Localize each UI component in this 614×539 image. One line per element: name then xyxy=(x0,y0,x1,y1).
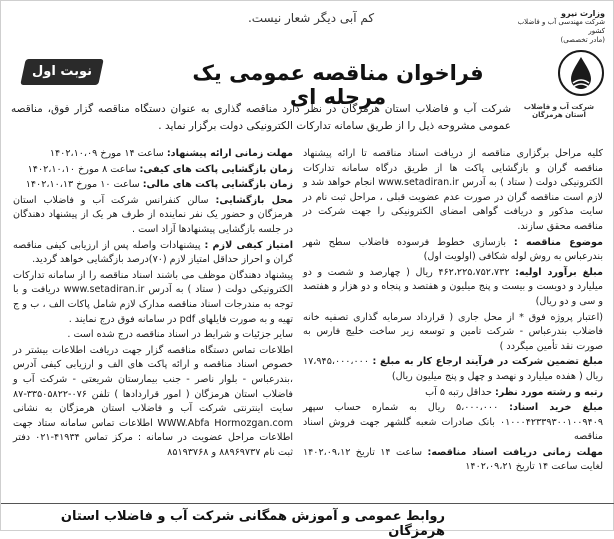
list-item: زمان بازگشایی پاکت های مالی: ساعت ۱۰ مورخ ۱۴۰۲،۱۰،۱۳ xyxy=(25,179,293,191)
list-item: (اعتبار پروژه فوق * از محل جاری ( قرارداد سرمایه گذاری تصفیه خانه فاضلاب بندرعباس - شرکت تامین و توسعه زیر ساخت خلیج فارس به صورت نقد تأمین میگردد ) xyxy=(303,311,603,352)
intro-paragraph: شرکت آب و فاضلاب استان هرمزگان در نظر دارد مناقصه گذاری به عنوان دستگاه مناقصه گزار فوق، مناقصه عمومی مشروحه ذیل را از طریق سامانه تدارکات الکترونیکی دولت برگزار نماید . xyxy=(11,103,511,132)
list-item: اطلاعات تماس دستگاه مناقصه گزار جهت دریافت اطلاعات بیشتر در خصوص اسناد مناقصه و ارائه پاکت های الف و ارزیابی کیفی آدرس ،بندرعباس - بلوار ناصر - جنب بیمارستان شریعتی - شرکت آب و فاضلاب استان هرمزگان ( امور قراردادها ) تلفن ۰۷۶-۳۳۵۰۵۸۲۲-۸۷ سایت اینترنتی شرکت آب و فاضلاب استان هرمزگان به نشانی WWW.Abfa Hormozgan.com اطلاعات تماس سامانه ستاد جهت اطلاعات مراحل عضویت در سامانه : مرکز تماس ۴۱۹۳۴-۰۲۱ دفتر ثبت نام ۸۸۹۶۹۷۳۷ و ۸۵۱۹۳۷۶۸ xyxy=(13,344,293,458)
list-item: کلیه مراحل برگزاری مناقصه از دریافت اسناد مناقصه تا ارائه پیشنهاد مناقصه گران و بازگشایی پاکت ها از طریق درگاه سامانه تدارکات الکترونیکی دولت ( ستاد ) به آدرس www.setadiran.ir انجام خواهد شد و لازم است مناقصه گران در صورت عدم عضویت قبلی ، مراحل ثبت نام در سایت مذکور و دریافت گواهی امضای الکترونیکی را جهت شرکت در مناقصه محقق سازند. xyxy=(303,148,604,232)
list-item: محل بازگشایی: سالن کنفرانس شرکت آب و فاضلاب استان هرمزگان و حضور یک نفر نماینده از طرف هر یک از پیشنهاد دهندگان در جلسه بازگشایی پیشنهادها آزاد است . xyxy=(13,194,293,235)
list-item: مبلغ تضمین شرکت در فرآیند ارجاع کار به مبلغ : ۱۷،۹۴۵،۰۰۰،۰۰۰ ریال ( هفده میلیارد و نهصد و چهل و پنج میلیون ریال) xyxy=(303,356,603,382)
right-column xyxy=(303,147,603,476)
logo: وزارت نیرو شرکت مهندسی آب و فاضلاب کشور (مادر تخصصی) شرکت آب و فاضلاب استان هرمزگان xyxy=(513,9,605,109)
left-column xyxy=(13,147,293,461)
list-item: موضوع مناقصه : بازسازی خطوط فرسوده فاضلاب سطح شهر بندرعباس به روش لوله شکافی (اولویت اول) xyxy=(303,236,603,263)
list-item: پیشنهاد دهندگان موظف می باشند اسناد مناقصه را از سامانه تدارکات الکترونیکی دولت ( ستاد ) به آدرس www.setadiran.ir دریافت و با توجه به مندرجات اسناد مناقصه مدارک لازم شامل پاکات الف ، ب و ج تهیه و به صورت فایلهای pdf در سامانه فوق درج نمایند . xyxy=(13,269,293,325)
list-item: مهلت زمانی ارائه پیشنهاد: ساعت ۱۴ مورخ ۱۴۰۲،۱۰،۰۹ xyxy=(49,148,293,159)
list-item: رتبه و رشته مورد نظر: حداقل رتبه ۵ آب xyxy=(425,386,603,398)
list-item: مبلغ خرید اسناد: ۵،۰۰۰،۰۰۰ ریال به شماره حساب سپهر ۰۱۰۰۰۴۲۳۳۹۳۰۰۱۰۰۹۴۰۹ بانک صادرات شعبه گلشهر جهت فروش اسناد مناقصه xyxy=(303,402,603,443)
list-item: امتیاز کیفی لازم : پیشنهادات واصله پس از ارزیابی کیفی مناقصه گران و احراز حداقل امتیاز لازم (۷۰)درصد بازگشایی خواهد گردید. xyxy=(13,239,293,266)
footer xyxy=(1,503,614,539)
water-drop-icon xyxy=(557,49,605,97)
page-title: فراخوان مناقصه عمومی یک مرحله ای xyxy=(192,61,484,109)
list-item: سایر جزئیات و شرایط در اسناد مناقصه درج شده است . xyxy=(67,329,293,341)
round-badge: نوبت اول xyxy=(20,59,104,85)
logo-text: وزارت نیرو شرکت مهندسی آب و فاضلاب کشور (مادر تخصصی) xyxy=(517,9,605,44)
list-item: زمان بازگشایی پاکت های کیفی: ساعت ۸ مورخ ۱۴۰۲،۱۰،۱۰ xyxy=(27,163,293,175)
slogan: کم آبی دیگر شعار نیست. xyxy=(247,11,375,25)
list-item: مهلت زمانی دریافت اسناد مناقصه: ساعت ۱۴ تاریخ ۱۴۰۲،۰۹،۱۲ لغایت ساعت ۱۴ تاریخ ۱۴۰۲،۰۹،۲۱ xyxy=(303,446,603,473)
footer-text: روابط عمومی و آموزش همگانی شرکت آب و فاضلاب استان هرمزگان xyxy=(60,509,445,539)
list-item: مبلغ برآورد اولیه: ۴۶۲،۲۲۵،۷۵۲،۷۳۲ ریال ( چهارصد و شصت و دو میلیارد و دویست و بیست و پنج میلیون و هفتصد و پنجاه و دو هزار و هفتصد و سی و دو ریال) xyxy=(303,266,603,307)
